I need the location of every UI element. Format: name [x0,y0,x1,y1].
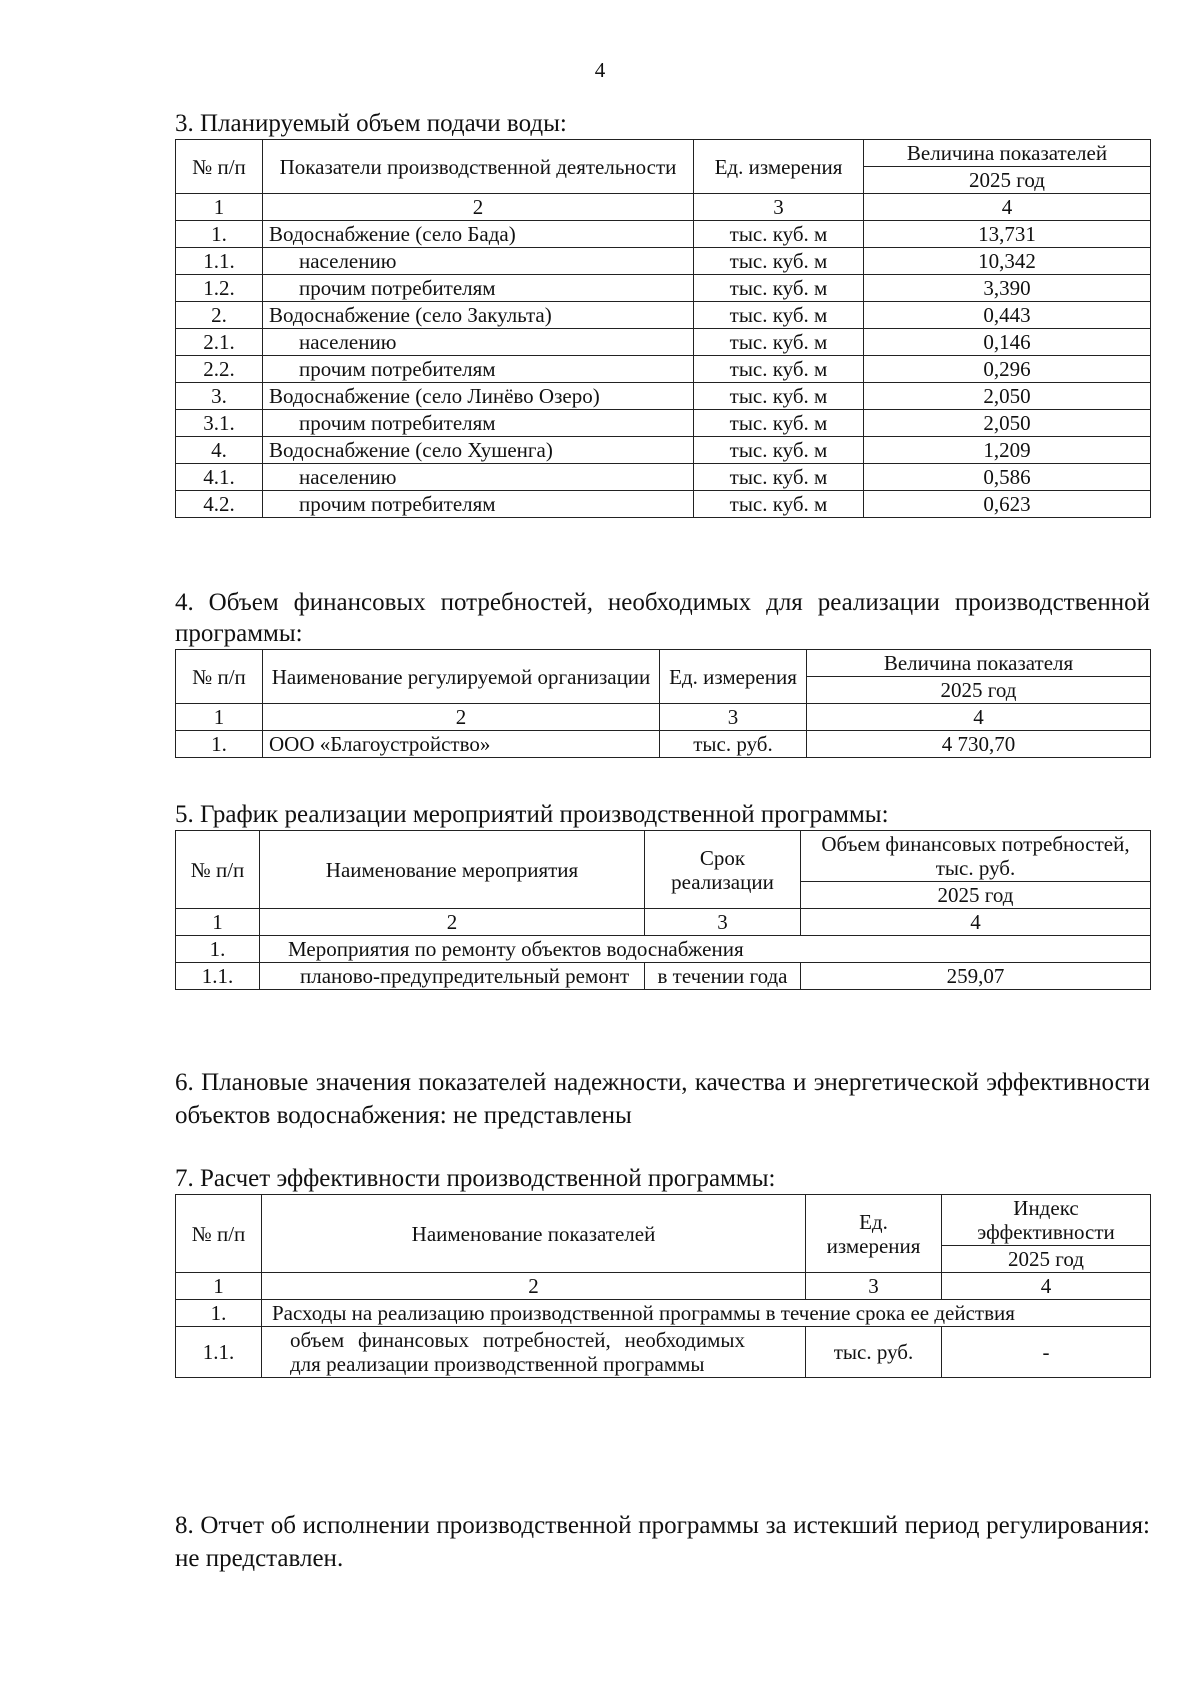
row-name: населению [263,329,694,356]
row-value: 4 730,70 [807,731,1151,758]
column-number-row [176,194,1151,221]
row-unit: тыс. куб. м [694,221,864,248]
row-num: 1.2. [176,275,263,302]
header-num: № п/п [176,650,263,704]
table-row [176,437,1151,464]
header-org: Наименование регулируемой организации [263,650,660,704]
row-value: 0,443 [864,302,1151,329]
column-number: 4 [807,704,1151,731]
header-indicator: Показатели производственной деятельности [263,140,694,194]
header-value-group: Индекс эффективности [942,1195,1151,1246]
row-value: 10,342 [864,248,1151,275]
header-year: 2025 год [807,677,1151,704]
column-number: 1 [176,1273,262,1300]
row-value: - [942,1327,1151,1378]
row-name: населению [263,464,694,491]
row-name: Водоснабжение (село Закульта) [263,302,694,329]
water-supply-table [175,139,1151,518]
section-4-title: 4. Объем финансовых потребностей, необходимых для реализации производственной программы: [175,589,1150,647]
row-value: 0,586 [864,464,1151,491]
row-num: 2.1. [176,329,263,356]
column-number: 2 [263,704,660,731]
financial-needs-table [175,649,1151,758]
column-number: 4 [801,909,1151,936]
header-name: Наименование показателей [262,1195,806,1273]
row-num: 2.2. [176,356,263,383]
row-name: прочим потребителям [263,356,694,383]
header-value-group: Величина показателя [807,650,1151,677]
column-number: 4 [864,194,1151,221]
row-unit: тыс. куб. м [694,248,864,275]
table-row [176,275,1151,302]
section-schedule [175,799,1150,990]
table-group-row [176,1300,1151,1327]
row-name: прочим потребителям [263,275,694,302]
column-number: 2 [262,1273,806,1300]
water-supply-rows [176,221,1151,518]
section-6-text: 6. Плановые значения показателей надежности, качества и энергетической эффективности объектов водоснабжения: не представлены [175,1069,1150,1129]
row-value: 259,07 [801,963,1151,990]
row-name-text: объем финансовых потребностей, необходимых для реализации производственной программы [290,1328,745,1376]
page-number: 4 [594,58,606,82]
header-value-group: Объем финансовых потребностей, тыс. руб. [801,831,1151,882]
table-row [176,329,1151,356]
row-unit: тыс. куб. м [694,275,864,302]
row-name: прочим потребителям [263,491,694,518]
table-row [176,383,1151,410]
row-value: 2,050 [864,383,1151,410]
row-value: 2,050 [864,410,1151,437]
row-unit: тыс. куб. м [694,302,864,329]
header-unit: Ед. измерения [660,650,807,704]
column-number: 2 [263,194,694,221]
row-num: 2. [176,302,263,329]
row-value: 0,296 [864,356,1151,383]
row-value: 0,146 [864,329,1151,356]
column-number: 1 [176,194,263,221]
row-name: Расходы на реализацию производственной программы в течение срока ее действия [262,1300,1151,1327]
column-number: 3 [806,1273,942,1300]
table-row [176,248,1151,275]
row-term: в течении года [645,963,801,990]
header-num: № п/п [176,831,260,909]
section-efficiency [175,1163,1150,1378]
table-row [176,1327,1151,1378]
table-row [176,464,1151,491]
table-row [176,963,1151,990]
column-number: 3 [694,194,864,221]
section-water-supply-volume [175,108,1150,518]
header-name: Наименование мероприятия [260,831,645,909]
header-year: 2025 год [942,1246,1151,1273]
table-row [176,731,1151,758]
row-num: 1.1. [176,963,260,990]
header-year: 2025 год [864,167,1151,194]
column-number: 1 [176,909,260,936]
table-row [176,302,1151,329]
row-unit: тыс. куб. м [694,356,864,383]
row-unit: тыс. руб. [660,731,807,758]
efficiency-table [175,1194,1151,1378]
section-5-title: 5. График реализации мероприятий производственной программы: [175,801,889,828]
header-value-group: Величина показателей [864,140,1151,167]
section-7-title: 7. Расчет эффективности производственной программы: [175,1165,776,1192]
row-unit: тыс. куб. м [694,329,864,356]
row-num: 1. [176,1300,262,1327]
section-8-text: 8. Отчет об исполнении производственной программы за истекший период регулирования: не представлен. [175,1512,1150,1572]
row-num: 4.1. [176,464,263,491]
row-num: 1.1. [176,248,263,275]
header-year: 2025 год [801,882,1151,909]
table-row [176,356,1151,383]
row-name: планово-предупредительный ремонт [260,963,645,990]
row-value: 3,390 [864,275,1151,302]
row-unit: тыс. куб. м [694,464,864,491]
row-name [262,1327,806,1378]
row-num: 1. [176,221,263,248]
table-row [176,410,1151,437]
column-number-row [176,1273,1151,1300]
row-unit: тыс. куб. м [694,437,864,464]
column-number: 4 [942,1273,1151,1300]
row-name: Водоснабжение (село Хушенга) [263,437,694,464]
table-row [176,491,1151,518]
row-unit: тыс. куб. м [694,383,864,410]
row-name: Водоснабжение (село Бада) [263,221,694,248]
row-num: 3.1. [176,410,263,437]
schedule-table [175,830,1151,990]
row-unit: тыс. руб. [806,1327,942,1378]
section-financial-needs [175,587,1150,758]
section-3-title: 3. Планируемый объем подачи воды: [175,110,567,137]
column-number: 3 [645,909,801,936]
table-group-row [176,936,1151,963]
row-name: Водоснабжение (село Линёво Озеро) [263,383,694,410]
row-name: населению [263,248,694,275]
row-num: 4. [176,437,263,464]
row-org: ООО «Благоустройство» [263,731,660,758]
row-value: 0,623 [864,491,1151,518]
header-unit: Ед. измерения [694,140,864,194]
row-num: 1. [176,936,260,963]
row-value: 13,731 [864,221,1151,248]
row-name: Мероприятия по ремонту объектов водоснабжения [260,936,1151,963]
row-value: 1,209 [864,437,1151,464]
column-number-row [176,909,1151,936]
row-num: 3. [176,383,263,410]
column-number: 1 [176,704,263,731]
row-num: 4.2. [176,491,263,518]
table-row [176,221,1151,248]
row-unit: тыс. куб. м [694,491,864,518]
header-num: № п/п [176,140,263,194]
row-unit: тыс. куб. м [694,410,864,437]
column-number-row [176,704,1151,731]
row-num: 1.1. [176,1327,262,1378]
header-term: Срок реализации [645,831,801,909]
row-name: прочим потребителям [263,410,694,437]
column-number: 2 [260,909,645,936]
header-num: № п/п [176,1195,262,1273]
row-num: 1. [176,731,263,758]
column-number: 3 [660,704,807,731]
header-unit: Ед. измерения [806,1195,942,1273]
